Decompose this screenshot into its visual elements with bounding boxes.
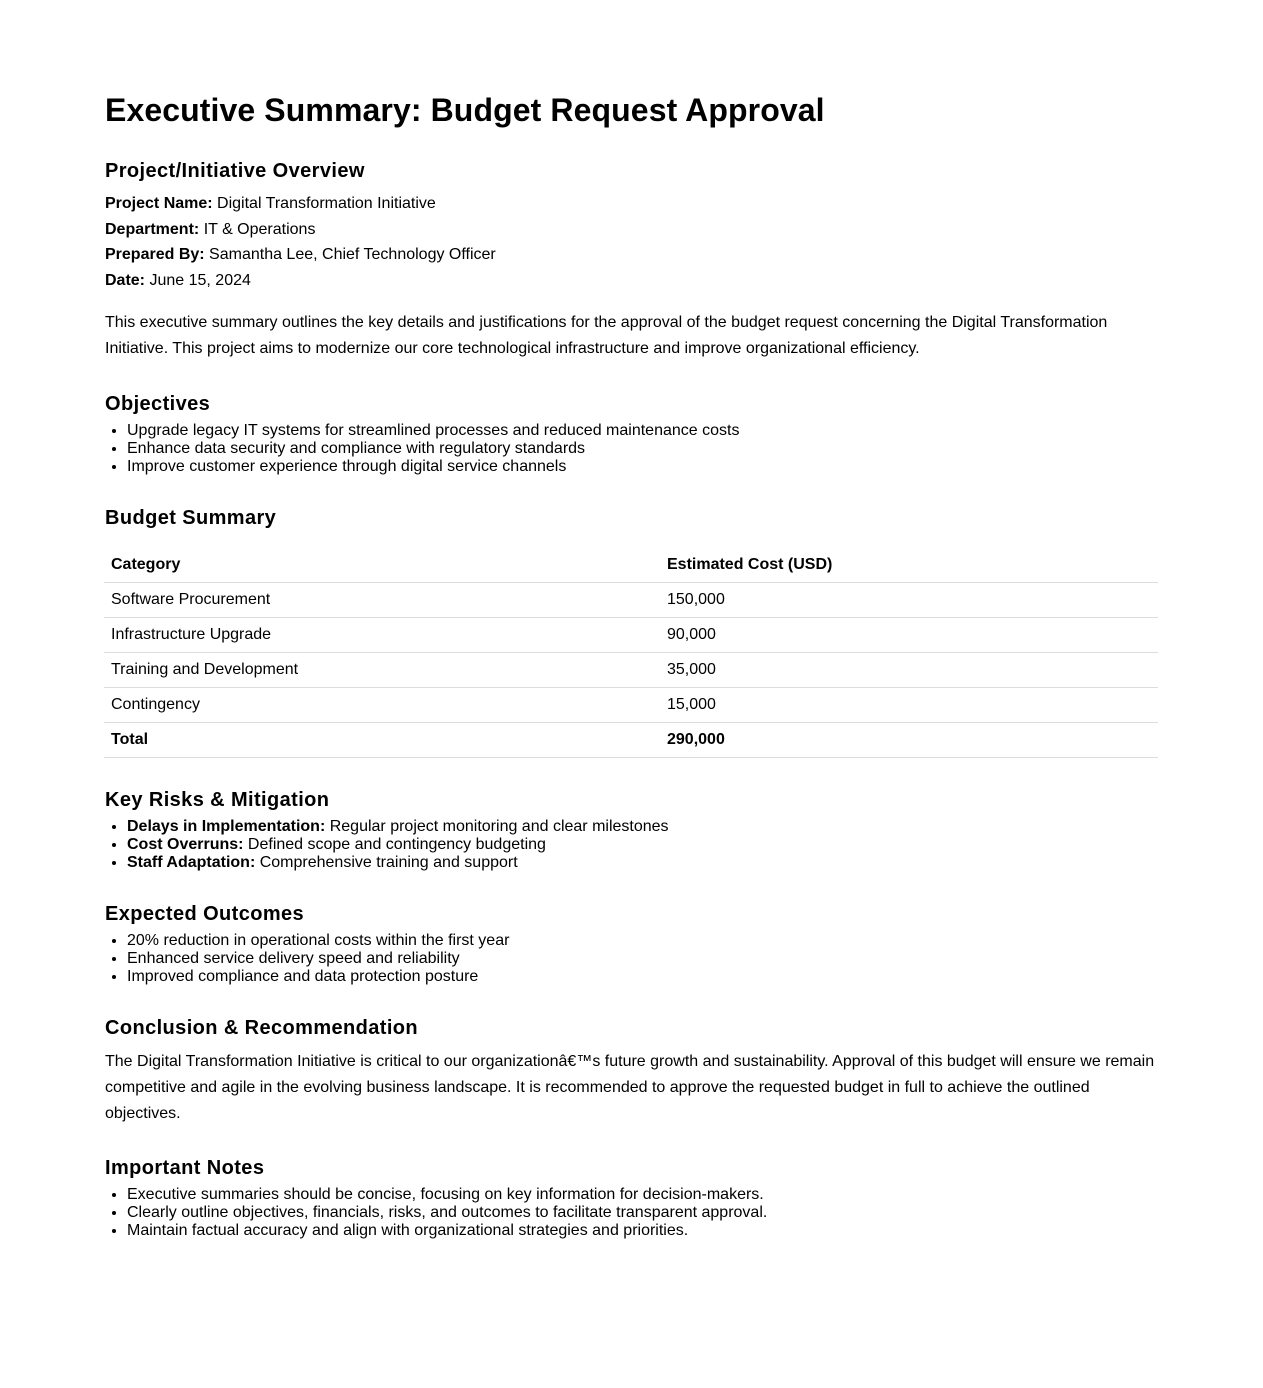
list-item: • Upgrade legacy IT systems for streamlined processes and reduced maintenance costs (127, 422, 1158, 440)
table-row (104, 653, 1158, 688)
risks-list (105, 818, 1158, 872)
outcomes-list (105, 932, 1158, 986)
conclusion-section (105, 1016, 1158, 1126)
cell-category: Software Procurement (104, 583, 660, 618)
notes-heading: Important Notes (105, 1157, 265, 1180)
objectives-heading: Objectives (105, 393, 211, 416)
meta-value: IT & Operations (203, 220, 316, 238)
cell-category: Contingency (104, 688, 660, 723)
list-item: • Maintain factual accuracy and align with organizational strategies and priorities. (127, 1222, 1158, 1240)
list-item (127, 854, 1158, 872)
meta-date (105, 268, 1158, 294)
list-item: • Enhance data security and compliance with regulatory standards (127, 440, 1158, 458)
notes-section (105, 1156, 1158, 1240)
notes-list (105, 1186, 1158, 1240)
list-item (127, 818, 1158, 836)
table-row (104, 688, 1158, 723)
overview-heading: Project/Initiative Overview (105, 160, 365, 182)
project-meta (105, 191, 1158, 293)
list-item: • Executive summaries should be concise, focusing on key information for decision-makers. (127, 1186, 1158, 1204)
budget-section (105, 506, 1158, 758)
column-header-cost: Estimated Cost (USD) (660, 548, 1158, 583)
list-item: • Clearly outline objectives, financials, risks, and outcomes to facilitate transparent approval. (127, 1204, 1158, 1222)
meta-label: Department: (105, 220, 200, 238)
cell-category: Training and Development (104, 653, 660, 688)
meta-label: Project Name: (105, 195, 213, 212)
meta-value: Digital Transformation Initiative (217, 195, 436, 212)
meta-department (105, 217, 1158, 243)
risk-text: Regular project monitoring and clear milestones (325, 818, 669, 836)
conclusion-paragraph: The Digital Transformation Initiative is critical to our organizationâ€™s future growth and sustainability. Approval of this budget will ensure we remain competitive and agile in the evolving business landscape. It is recommended to approve the requested budget in full to achieve the outlined objectives. (105, 1053, 1155, 1122)
intro-paragraph: This executive summary outlines the key details and justifications for the approval of the budget request concerning the Digital Transformation Initiative. This project aims to modernize our core technological infrastructure and improve organizational efficiency. (105, 314, 1108, 358)
outcomes-heading: Expected Outcomes (105, 903, 305, 926)
table-row (104, 583, 1158, 618)
budget-heading: Budget Summary (105, 507, 277, 530)
risks-heading: Key Risks & Mitigation (105, 789, 330, 812)
risk-text: Comprehensive training and support (255, 854, 518, 872)
meta-value: Samantha Lee, Chief Technology Officer (209, 246, 496, 264)
risk-label: Staff Adaptation: (127, 854, 256, 872)
meta-label: Date: (105, 271, 146, 289)
table-header-row (104, 548, 1158, 583)
cell-total-label: Total (104, 723, 660, 758)
conclusion-heading: Conclusion & Recommendation (105, 1017, 419, 1040)
list-item (127, 836, 1158, 854)
meta-value: June 15, 2024 (149, 271, 251, 289)
list-item: • Improved compliance and data protection posture (127, 968, 1158, 986)
risk-text: Defined scope and contingency budgeting (243, 836, 546, 854)
meta-project-name (105, 191, 1158, 217)
cell-cost: 90,000 (660, 618, 1158, 653)
budget-table (104, 548, 1158, 758)
objectives-list (105, 422, 1158, 476)
objectives-section (105, 392, 1158, 476)
page-title: Executive Summary: Budget Request Approval (105, 92, 825, 128)
overview-section (105, 159, 1158, 362)
meta-label: Prepared By: (105, 246, 205, 264)
total-row (104, 723, 1158, 758)
outcomes-section (105, 902, 1158, 986)
list-item: • Enhanced service delivery speed and reliability (127, 950, 1158, 968)
table-row (104, 618, 1158, 653)
meta-prepared-by (105, 242, 1158, 268)
cell-cost: 35,000 (660, 653, 1158, 688)
cell-cost: 150,000 (660, 583, 1158, 618)
risk-label: Cost Overruns: (127, 836, 244, 854)
list-item: • Improve customer experience through digital service channels (127, 458, 1158, 476)
cell-cost: 15,000 (660, 688, 1158, 723)
list-item: • 20% reduction in operational costs within the first year (127, 932, 1158, 950)
cell-category: Infrastructure Upgrade (104, 618, 660, 653)
cell-total-cost: 290,000 (660, 723, 1158, 758)
risks-section (105, 788, 1158, 872)
risk-label: Delays in Implementation: (127, 818, 326, 836)
column-header-category: Category (104, 548, 660, 583)
